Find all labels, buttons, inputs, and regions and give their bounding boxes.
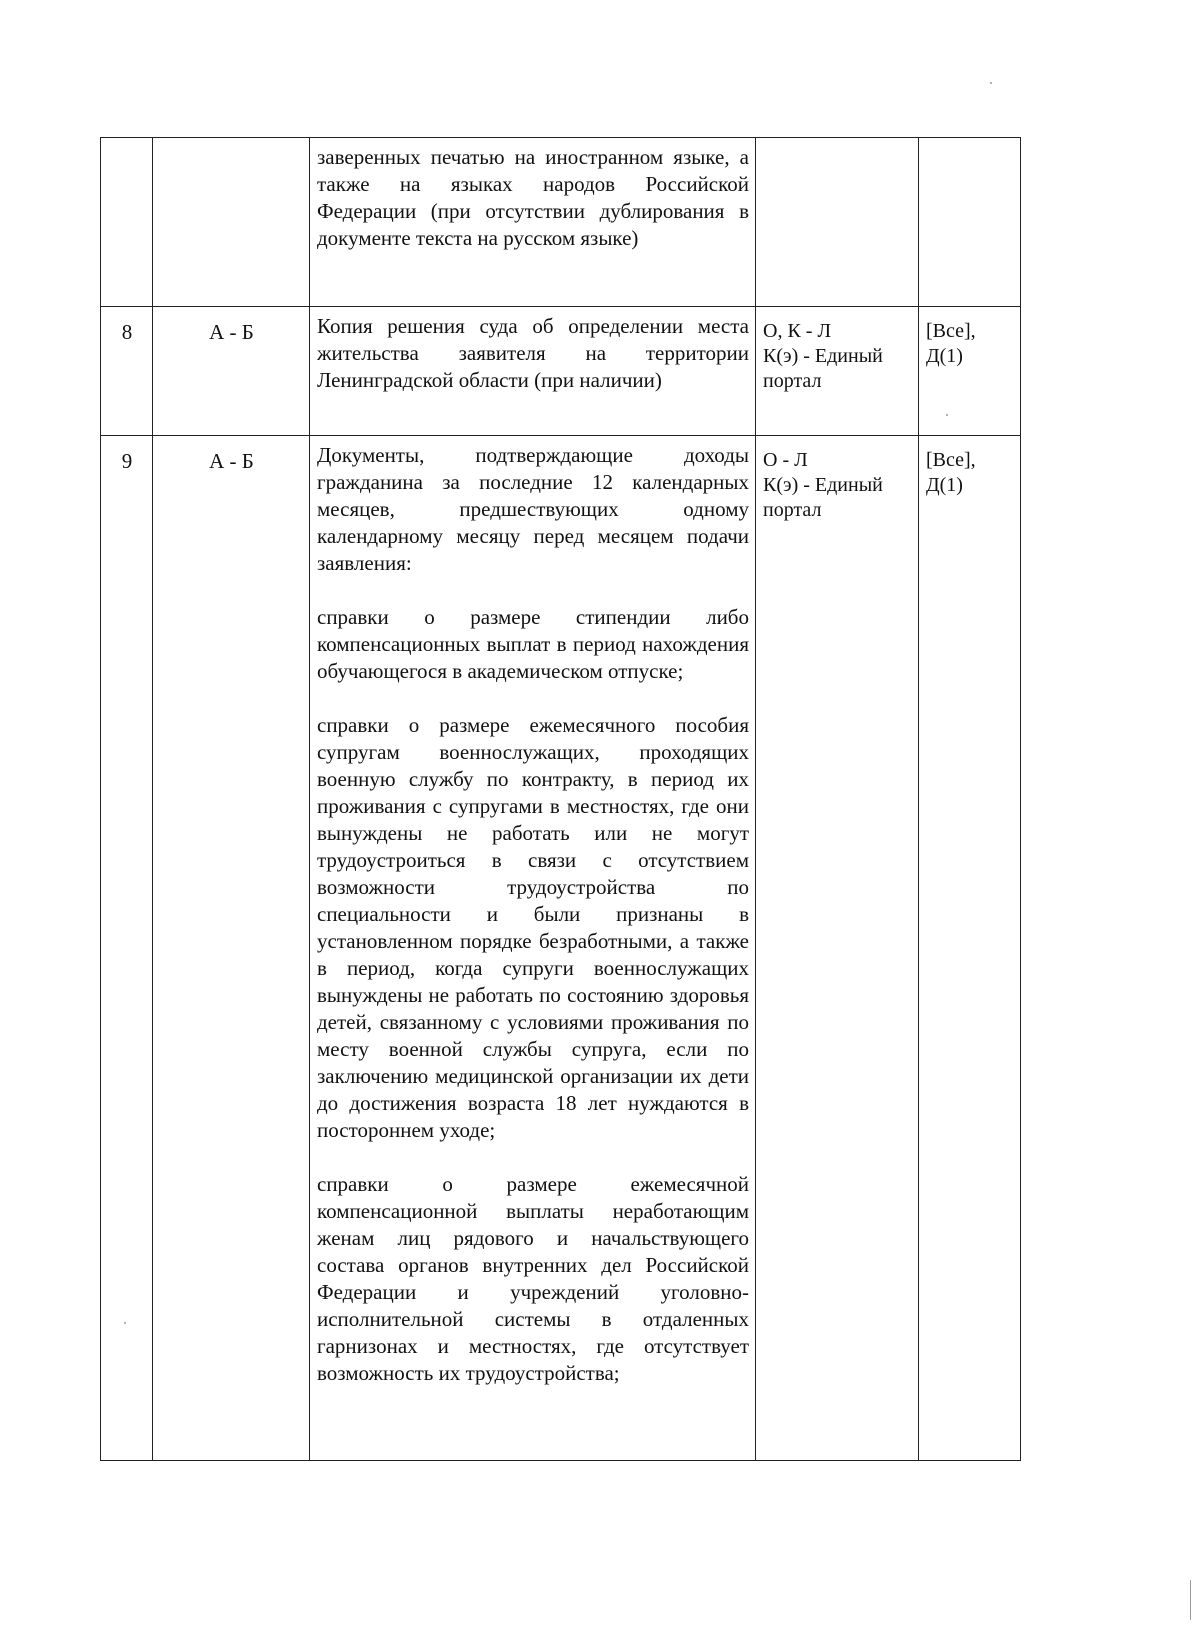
- description-paragraph: заверенных печатью на иностранном языке, а также на языках народов Российской Федерации (при отсутствии дублирования в документе текста на русском языке): [317, 145, 749, 250]
- row-category-code: А - Б: [153, 436, 310, 1461]
- row-description: [310, 436, 756, 1461]
- row-number: 9: [101, 436, 153, 1461]
- table-row: [101, 436, 1021, 1461]
- row-applicability: [Все], Д(1): [919, 307, 1021, 436]
- table-row: [101, 138, 1021, 307]
- table-row: [101, 307, 1021, 436]
- row-submission-method: О - Л К(э) - Единый портал: [756, 436, 919, 1461]
- description-paragraph: Копия решения суда об определении места жительства заявителя на территории Ленинградской области (при наличии): [317, 314, 749, 392]
- description-paragraph: Документы, подтверждающие доходы гражданина за последние 12 календарных месяцев, предшествующих одному календарному месяцу перед месяцем подачи заявления:: [317, 443, 749, 575]
- scan-speck: [1190, 1580, 1191, 1620]
- row-submission-method: [756, 138, 919, 307]
- description-paragraph: справки о размере ежемесячного пособия супругам военнослужащих, проходящих военную службу по контракту, в период их проживания с супругами в местностях, где они вынуждены не работать или не могут трудоустроиться в связи с отсутствием возможности трудоустройства по специальности и были признаны в установленном порядке безработными, а также в период, когда супруги военнослужащих вынуждены не работать по состоянию здоровья детей, связанному с условиями проживания по месту военной службы супруга, если по заключению медицинской организации их дети до достижения возраста 18 лет нуждаются в постороннем уходе;: [317, 713, 749, 1142]
- description-paragraph: справки о размере стипендии либо компенсационных выплат в период нахождения обучающегося в академическом отпуске;: [317, 605, 749, 683]
- row-submission-method: О, К - Л К(э) - Единый портал: [756, 307, 919, 436]
- row-applicability: [Все], Д(1): [919, 436, 1021, 1461]
- row-category-code: А - Б: [153, 307, 310, 436]
- scan-speck: [946, 414, 948, 416]
- scan-speck: [124, 1322, 126, 1324]
- description-paragraph: справки о размере ежемесячной компенсационной выплаты неработающим женам лиц рядового и начальствующего состава органов внутренних дел Российской Федерации и учреждений уголовно-исполнительной системы в отдаленных гарнизонах и местностях, где отсутствует возможность их трудоустройства;: [317, 1172, 749, 1385]
- row-number: 8: [101, 307, 153, 436]
- scan-speck: [990, 82, 992, 84]
- documents-table: [100, 137, 1021, 1461]
- row-category-code: [153, 138, 310, 307]
- row-number: [101, 138, 153, 307]
- row-description: [310, 307, 756, 436]
- row-description: [310, 138, 756, 307]
- row-applicability: [919, 138, 1021, 307]
